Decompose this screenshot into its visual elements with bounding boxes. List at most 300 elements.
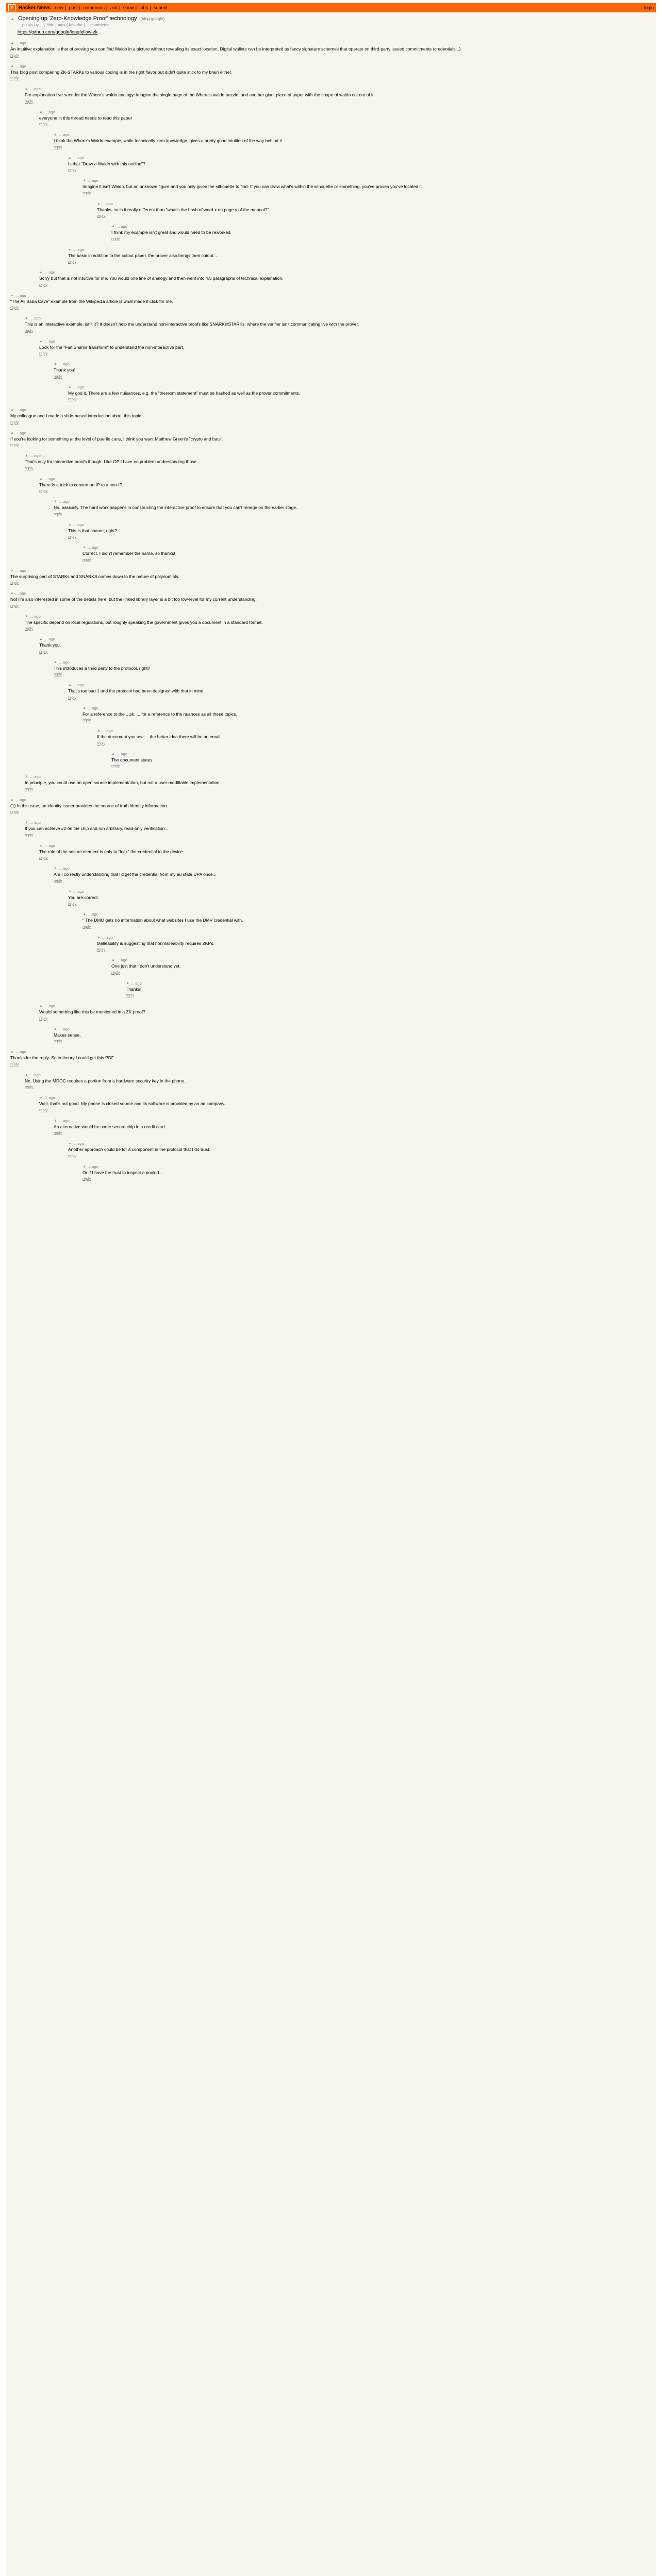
comment: [54, 866, 652, 883]
comment: [39, 339, 652, 356]
comment-meta[interactable]: ... ago: [29, 453, 41, 458]
comment-meta[interactable]: ... ago: [29, 614, 41, 619]
reply-link[interactable]: reply: [10, 53, 19, 58]
comment: [39, 1004, 652, 1021]
comment-meta[interactable]: ... ago: [29, 316, 41, 320]
comment-text: Thanks!: [126, 986, 142, 992]
comment-header: [68, 889, 652, 894]
upvote-arrow-icon[interactable]: ▲: [39, 339, 43, 343]
comment: [54, 1118, 652, 1136]
comment-meta[interactable]: ... ago: [15, 568, 26, 573]
comment: [54, 362, 652, 379]
comment-meta[interactable]: ... ago: [87, 1164, 98, 1169]
comment-meta[interactable]: ... ago: [29, 820, 41, 825]
upvote-arrow-icon[interactable]: ▲: [39, 270, 43, 274]
upvote-arrow-icon[interactable]: ▲: [97, 729, 101, 733]
comment: [54, 1027, 652, 1044]
upvote-arrow-icon[interactable]: ▲: [10, 591, 14, 595]
comment-meta[interactable]: ... ago: [58, 1118, 70, 1123]
comment-meta[interactable]: ... ago: [58, 866, 70, 871]
reply-link[interactable]: reply: [39, 1015, 48, 1021]
comment-text: Is that "Draw a Waldo with this outline"?: [68, 161, 145, 166]
comment-text: Thank you!: [54, 367, 76, 372]
comment-header: [82, 912, 652, 917]
comment: [68, 385, 652, 402]
comment: [54, 499, 652, 516]
reply-link[interactable]: reply: [39, 1107, 48, 1112]
comment-text: Am I correctly understanding that I'd get the credential from my eu state DPA once...: [54, 872, 217, 877]
comment-text: Thank you.: [39, 642, 61, 648]
upvote-arrow-icon[interactable]: ▲: [68, 683, 72, 687]
comment-meta[interactable]: ... ago: [15, 41, 26, 45]
comment-text: This blog post comparing ZK-STARKs to various coding is in the right flavor but didn't quite stick to my brain either.: [10, 69, 232, 75]
comment-header: [68, 385, 652, 389]
upvote-arrow-icon[interactable]: ▲: [39, 477, 43, 481]
comment-text: If you can achieve #2 on the chip and run arbitrary, read-only verification...: [25, 826, 169, 831]
upvote-arrow-icon[interactable]: ▲: [10, 408, 14, 412]
comment: [111, 752, 652, 769]
comment-header: [54, 362, 652, 366]
comment: [82, 545, 652, 562]
upvote-arrow-icon[interactable]: ▲: [10, 16, 14, 21]
comment-meta[interactable]: ... ago: [73, 384, 84, 389]
story-title[interactable]: Opening up 'Zero-Knowledge Proof' technology: [18, 15, 137, 22]
upvote-arrow-icon[interactable]: ▲: [39, 110, 43, 114]
comment-header: [111, 224, 652, 229]
upvote-arrow-icon[interactable]: ▲: [10, 568, 14, 572]
comment-header: [82, 706, 652, 710]
comment-meta[interactable]: ... ago: [44, 637, 55, 641]
comment-text: That's too bad 1 and the protocol had been designed with that in mind.: [68, 688, 205, 693]
comment-header: [10, 41, 652, 45]
comment-meta[interactable]: ... ago: [15, 797, 26, 802]
upvote-arrow-icon[interactable]: ▲: [68, 1142, 72, 1145]
comment-header: [39, 843, 652, 848]
comment: [10, 591, 652, 608]
comment-text: The specific depend on local regulations, but roughly speaking the government gives you a document in a standard format.: [25, 619, 263, 625]
upvote-arrow-icon[interactable]: ▲: [10, 1050, 14, 1054]
comment: [10, 431, 652, 448]
comment: [68, 683, 652, 700]
upvote-arrow-icon[interactable]: ▲: [39, 1004, 43, 1008]
comment-text: Another approach could be for a component in the protocol that I do trust.: [68, 1147, 210, 1152]
comment: [25, 87, 652, 104]
comment: [68, 1141, 652, 1158]
comment-header: [10, 431, 652, 435]
comment-header: [97, 728, 652, 733]
upvote-arrow-icon[interactable]: ▲: [39, 843, 43, 848]
comment-text: I think the Where's Waldo example, while technically zero knowledge, gives a pretty good intuition of the way behind it.: [54, 138, 283, 143]
comment: [97, 935, 652, 952]
comment-meta[interactable]: ... ago: [58, 1026, 70, 1031]
reply-link[interactable]: reply: [68, 1153, 77, 1158]
comment-meta[interactable]: ... ago: [15, 430, 26, 435]
nav-submit[interactable]: submit: [154, 5, 168, 10]
comment-meta[interactable]: ... ago: [102, 935, 113, 940]
reply-link[interactable]: reply: [68, 694, 77, 700]
comment: [10, 293, 652, 310]
upvote-arrow-icon[interactable]: ▲: [39, 637, 43, 641]
comment-text: (1) In this case, an identity issuer provides the source of truth identity information.: [10, 803, 168, 808]
comment-meta[interactable]: ... ago: [130, 980, 142, 986]
reply-link[interactable]: reply: [25, 465, 34, 470]
comment-meta[interactable]: ... ago: [116, 224, 127, 229]
reply-link[interactable]: reply: [54, 374, 62, 379]
comment-meta[interactable]: ... ago: [102, 728, 113, 733]
comment-header: [25, 614, 652, 619]
comment-meta[interactable]: ... ago: [44, 270, 55, 275]
upvote-arrow-icon[interactable]: ▲: [97, 201, 101, 206]
upvote-arrow-icon[interactable]: ▲: [25, 1073, 28, 1077]
story-url[interactable]: https://github.com/google/longfellow-zk: [18, 29, 98, 35]
reply-link[interactable]: reply: [54, 144, 62, 149]
comment-text: Thanks for the reply. So in theory I could get this PDF.: [10, 1055, 115, 1060]
upvote-arrow-icon[interactable]: ▲: [54, 660, 57, 664]
comment-meta[interactable]: ... ago: [102, 201, 113, 206]
reply-link[interactable]: reply: [97, 213, 106, 218]
comment-text: "The Ali Baba Cave" example from the Wikipedia article is what made it click for me.: [10, 298, 173, 304]
comment-meta[interactable]: ... ago: [15, 408, 26, 412]
upvote-arrow-icon[interactable]: ▲: [10, 431, 14, 435]
comment-header: [54, 132, 652, 137]
reply-link[interactable]: reply: [54, 878, 62, 883]
comment: [82, 1164, 652, 1181]
comment-meta[interactable]: ... ago: [87, 912, 98, 917]
comment-header: [68, 247, 652, 252]
comment-thread: [6, 39, 656, 1189]
comment-header: [39, 110, 652, 114]
comment-header: [82, 545, 652, 550]
comment-header: [25, 820, 652, 825]
reply-link[interactable]: reply: [25, 832, 34, 837]
comment-header: [10, 568, 652, 573]
upvote-arrow-icon[interactable]: ▲: [10, 798, 14, 802]
reply-link[interactable]: reply: [10, 809, 19, 814]
upvote-arrow-icon[interactable]: ▲: [25, 87, 28, 91]
comment: [25, 820, 652, 837]
upvote-arrow-icon[interactable]: ▲: [25, 775, 28, 778]
comment: [54, 660, 652, 677]
story-domain[interactable]: (blog.google): [140, 16, 165, 21]
comment: [97, 201, 652, 218]
reply-link[interactable]: reply: [10, 443, 19, 447]
comment-meta[interactable]: ... ago: [116, 751, 127, 756]
comment-meta[interactable]: ... ago: [15, 63, 26, 69]
upvote-arrow-icon[interactable]: ▲: [82, 706, 86, 710]
comment-text: If you're looking for something at the level of puerile cans, I think you want Matthew Green's "crypto and bats".: [10, 436, 224, 442]
upvote-arrow-icon[interactable]: ▲: [68, 385, 72, 389]
comment: [39, 637, 652, 654]
comment: [39, 270, 652, 287]
upvote-arrow-icon[interactable]: ▲: [82, 1164, 86, 1168]
comment-header: [39, 270, 652, 275]
comment: [10, 568, 652, 585]
comment-meta[interactable]: ... ago: [73, 889, 84, 894]
comment-meta[interactable]: ... ago: [58, 362, 70, 366]
reply-link[interactable]: reply: [68, 167, 77, 172]
comment-header: [39, 1004, 652, 1008]
story-url-link[interactable]: [18, 29, 652, 35]
reply-link[interactable]: reply: [68, 397, 77, 401]
reply-link[interactable]: reply: [25, 786, 34, 791]
upvote-arrow-icon[interactable]: ▲: [82, 912, 86, 916]
upvote-arrow-icon[interactable]: ▲: [10, 64, 14, 68]
reply-link[interactable]: reply: [10, 580, 19, 585]
comment-text: Thanks, so is it really different than "what's the hash of word x on page y of the manual?": [97, 207, 269, 212]
comment: [68, 247, 652, 264]
upvote-arrow-icon[interactable]: ▲: [54, 1118, 57, 1123]
comment: [39, 1095, 652, 1112]
reply-link[interactable]: reply: [10, 76, 19, 80]
upvote-arrow-icon[interactable]: ▲: [68, 522, 72, 527]
comment-text: everyone in this thread needs to read this paper: [39, 115, 133, 121]
comment-meta[interactable]: ... ago: [87, 705, 98, 710]
reply-link[interactable]: reply: [82, 1176, 91, 1181]
comment-header: [39, 637, 652, 641]
comment-meta[interactable]: ... ago: [15, 293, 26, 298]
upvote-arrow-icon[interactable]: ▲: [97, 935, 101, 939]
nav-show[interactable]: show: [123, 5, 134, 10]
comment-meta[interactable]: ... ago: [15, 591, 26, 596]
nav-links: new | past | comments | ask | show | jobs | submit: [55, 5, 168, 10]
nav-new[interactable]: new: [55, 5, 63, 10]
comment-meta[interactable]: ... ago: [29, 87, 41, 91]
comment-text: No, basically. The hard work happens in constructing the interactive proof to ensure that you can't renege on the earlier stage.: [54, 505, 297, 510]
comment-header: [111, 752, 652, 756]
upvote-arrow-icon[interactable]: ▲: [68, 889, 72, 893]
upvote-arrow-icon[interactable]: ▲: [82, 179, 86, 182]
comment-meta[interactable]: ... ago: [29, 774, 41, 779]
comment-meta[interactable]: ... ago: [58, 132, 70, 137]
upvote-arrow-icon[interactable]: ▲: [54, 362, 57, 366]
comment: [68, 156, 652, 173]
reply-link[interactable]: reply: [54, 1130, 62, 1135]
comment: [97, 728, 652, 745]
comment-text: The role of the secure element is only to "lock" the credential to the device.: [39, 849, 185, 854]
comment: [54, 132, 652, 149]
reply-link[interactable]: reply: [111, 236, 120, 241]
reply-link[interactable]: reply: [39, 122, 48, 126]
comment-header: [111, 958, 652, 962]
comment-header: [54, 866, 652, 871]
upvote-arrow-icon[interactable]: ▲: [10, 41, 14, 45]
comment: [126, 981, 652, 998]
comment-meta[interactable]: ... ago: [44, 476, 55, 481]
comment-text: My colleague and I made a slide-based introduction about this topic.: [10, 413, 143, 418]
story-header: [6, 12, 656, 39]
comment: [25, 614, 652, 631]
comment: [25, 316, 652, 333]
comment-text: This is an interactive example, isn't it? It doesn't help me understand non-interactive proofs like SNARKs/STARKs, where the verifier isn't communicating live with the prover.: [25, 321, 359, 327]
comment-text: An alternative would be some secure chip in a credit card.: [54, 1124, 166, 1129]
reply-link[interactable]: reply: [54, 1039, 62, 1043]
comment-meta[interactable]: ... ago: [87, 178, 98, 183]
upvote-arrow-icon[interactable]: ▲: [111, 225, 115, 228]
comment: [25, 1073, 652, 1090]
comment-text: The basic in addition to the cutout paper, the prover also brings their cutout...: [68, 252, 217, 258]
upvote-arrow-icon[interactable]: ▲: [25, 316, 28, 320]
nav-past[interactable]: past: [69, 5, 78, 10]
comment-header: [68, 1141, 652, 1146]
comment-meta[interactable]: ... ago: [73, 522, 84, 527]
comment-text: Malleability is suggesting that nonmalleability requires ZKPs.: [97, 940, 214, 946]
upvote-arrow-icon[interactable]: ▲: [54, 133, 57, 137]
comment-meta[interactable]: ... ago: [29, 1072, 41, 1077]
upvote-arrow-icon[interactable]: ▲: [54, 500, 57, 503]
reply-link[interactable]: reply: [68, 901, 77, 906]
comment: [10, 408, 652, 425]
comment-header: [82, 1164, 652, 1169]
reply-link[interactable]: reply: [39, 488, 48, 493]
upvote-arrow-icon[interactable]: ▲: [10, 293, 14, 297]
reply-link[interactable]: reply: [126, 993, 135, 997]
comment-text: If the document you use ... the better idea there will be an email.: [97, 734, 222, 739]
comment-text: Well, that's not good. My phone is closed source and its software is provided by an ad company.: [39, 1101, 225, 1106]
comment-meta[interactable]: ... ago: [58, 659, 70, 665]
comment-text: This is that shame, right?: [68, 528, 117, 533]
comment-header: [54, 660, 652, 665]
comment-meta[interactable]: ... ago: [44, 843, 55, 848]
reply-link[interactable]: reply: [54, 511, 62, 516]
upvote-arrow-icon[interactable]: ▲: [39, 1096, 43, 1099]
comment-header: [54, 1027, 652, 1031]
upvote-arrow-icon[interactable]: ▲: [25, 614, 28, 618]
comment-text: One just that I don't understand yet.: [111, 963, 181, 969]
upvote-arrow-icon[interactable]: ▲: [68, 156, 72, 160]
upvote-arrow-icon[interactable]: ▲: [111, 752, 115, 756]
comment-header: [68, 683, 652, 687]
comment: [68, 889, 652, 906]
comment-meta[interactable]: ... ago: [73, 1141, 84, 1146]
reply-link[interactable]: reply: [25, 98, 34, 104]
site-name[interactable]: Hacker News: [19, 5, 51, 11]
comment-meta[interactable]: ... ago: [44, 1095, 55, 1100]
story-subtext: ... points by ... | hide | past | favorite | ... comments: [18, 23, 110, 27]
comment-meta[interactable]: ... ago: [58, 499, 70, 504]
upvote-arrow-icon[interactable]: ▲: [25, 821, 28, 824]
upvote-arrow-icon[interactable]: ▲: [68, 247, 72, 251]
reply-link[interactable]: reply: [82, 924, 91, 929]
comment-text: The document states:: [111, 757, 154, 762]
comment-header: [54, 1118, 652, 1123]
comment-text: You are correct.: [68, 894, 99, 900]
reply-link[interactable]: reply: [10, 603, 19, 608]
reply-link[interactable]: reply: [39, 351, 48, 355]
reply-link[interactable]: reply: [68, 259, 77, 264]
comment-meta[interactable]: ... ago: [87, 545, 98, 550]
upvote-arrow-icon[interactable]: ▲: [126, 981, 129, 985]
reply-link[interactable]: reply: [39, 855, 48, 860]
reply-link[interactable]: reply: [39, 649, 48, 654]
nav-jobs[interactable]: jobs: [139, 5, 148, 10]
comment-header: [39, 477, 652, 481]
comment-meta[interactable]: ... ago: [73, 155, 84, 160]
comment-meta[interactable]: ... ago: [44, 338, 55, 344]
nav-ask[interactable]: ask: [110, 5, 118, 10]
comment-text: An intuitive explanation is that of proving you can find Waldo in a picture without revealing its exact location. Digital wallets can be interpreted as fancy signature schemes that operate on third-party issued commitments (credentials...).: [10, 46, 462, 52]
comment: [39, 477, 652, 494]
page: [6, 3, 656, 2576]
comment-text: No. Using the MDOC requires a portion from a hardware security key in the phone.: [25, 1078, 186, 1083]
comment-meta[interactable]: ... ago: [44, 109, 55, 114]
comment-header: [54, 499, 652, 504]
comment: [10, 64, 652, 81]
upvote-arrow-icon[interactable]: ▲: [25, 454, 28, 457]
comment-text: Correct. I didn't remember the name, so thanks!: [82, 551, 175, 556]
reply-link[interactable]: reply: [25, 328, 34, 333]
reply-link[interactable]: reply: [54, 672, 62, 676]
reply-link[interactable]: reply: [82, 190, 91, 195]
comment: [82, 178, 652, 195]
reply-link[interactable]: reply: [82, 718, 91, 722]
nav-comments[interactable]: comments: [83, 5, 105, 10]
upvote-arrow-icon[interactable]: ▲: [82, 546, 86, 549]
reply-link[interactable]: reply: [25, 626, 34, 631]
upvote-arrow-icon[interactable]: ▲: [54, 867, 57, 870]
comment-header: [25, 87, 652, 91]
comment: [10, 41, 652, 58]
comment-text: " The DMO gets no information about what websites I use the DMV credential with.: [82, 918, 243, 923]
comment: [111, 224, 652, 241]
upvote-arrow-icon[interactable]: ▲: [54, 1027, 57, 1031]
reply-link[interactable]: reply: [10, 305, 19, 310]
comment-meta[interactable]: ... ago: [15, 1049, 26, 1054]
reply-link[interactable]: reply: [97, 947, 106, 952]
login-link[interactable]: login: [643, 5, 654, 10]
comment-meta[interactable]: ... ago: [44, 1004, 55, 1008]
comment-text: Look for the "Fiat Shamir transform" to understand the non-interactive part.: [39, 344, 185, 350]
reply-link[interactable]: reply: [111, 970, 120, 975]
comment-header: [10, 798, 652, 802]
y-logo-icon[interactable]: Y: [8, 4, 15, 11]
reply-link[interactable]: reply: [39, 282, 48, 287]
reply-link[interactable]: reply: [82, 557, 91, 562]
upvote-arrow-icon[interactable]: ▲: [111, 958, 115, 962]
comment: [39, 110, 652, 127]
comment-meta[interactable]: ... ago: [73, 247, 84, 252]
comment: [39, 843, 652, 860]
reply-link[interactable]: reply: [25, 1084, 34, 1089]
comment-meta[interactable]: ... ago: [116, 958, 127, 962]
reply-link[interactable]: reply: [68, 534, 77, 539]
comment-header: [68, 156, 652, 160]
comment-header: [68, 522, 652, 527]
comment-text: Sorry but that is not intuitive for me. You would one line of analogy and then went into 4.5 paragraphs of technical explanation.: [39, 276, 284, 281]
top-bar: [6, 3, 656, 12]
comment-text: Or if I have the trust to inspect a pooled...: [82, 1170, 163, 1175]
comment-text: Makes sense.: [54, 1032, 81, 1038]
comment-meta[interactable]: ... ago: [73, 683, 84, 687]
reply-link[interactable]: reply: [97, 740, 106, 745]
comment-text: Would something like this be mentioned in a ZK proof?: [39, 1009, 145, 1014]
comment-header: [10, 1049, 652, 1054]
comment-header: [82, 178, 652, 183]
reply-link[interactable]: reply: [111, 764, 120, 768]
reply-link[interactable]: reply: [10, 419, 19, 425]
comment-text: Not I'm also interested in some of the details here, but the linked library layer is a bit too low-level for my current understanding.: [10, 597, 257, 602]
comment: [82, 912, 652, 929]
comment: [111, 958, 652, 975]
comment: [10, 798, 652, 815]
comment-text: My god it. There are a few nuisances, e.g. the "thereom statement" must be hashed as well as the prover commitments.: [68, 390, 300, 396]
comment-text: The surprising part of STARKs and SNARKS comes down to the nature of polynomials.: [10, 573, 179, 579]
comment-header: [10, 293, 652, 298]
comment-header: [10, 591, 652, 596]
comment-header: [39, 339, 652, 344]
comment-header: [25, 316, 652, 320]
comment-header: [10, 408, 652, 412]
reply-link[interactable]: reply: [10, 1061, 19, 1066]
